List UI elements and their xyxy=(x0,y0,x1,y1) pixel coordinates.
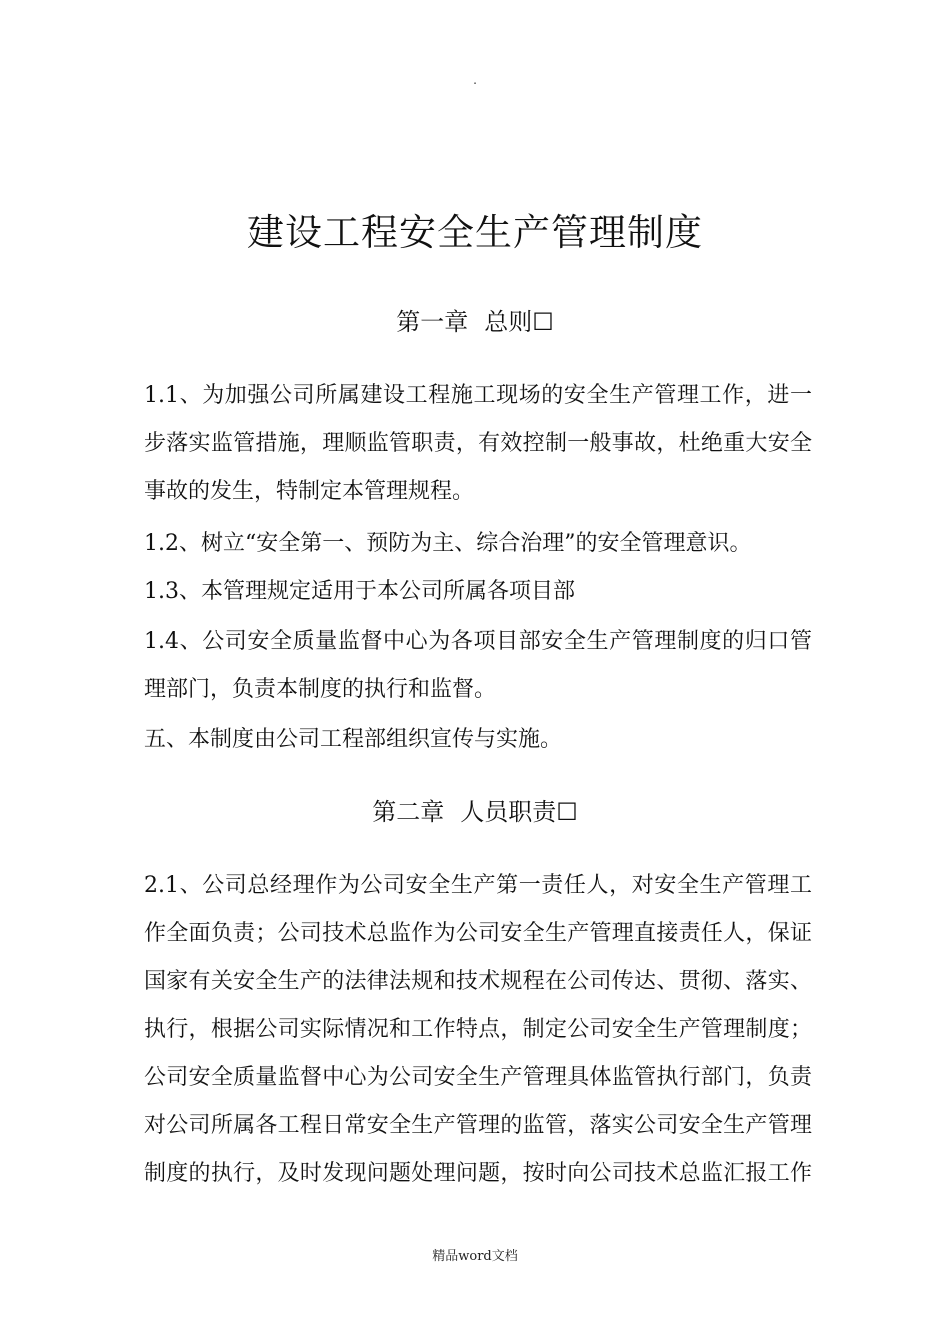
chapter-1-label: 第一章 xyxy=(396,308,469,336)
text-line: 1.4、公司安全质量监督中心为各项目部安全生产管理制度的归口管 xyxy=(144,629,812,654)
paragraph-1-3 xyxy=(144,568,812,616)
text-line: 制度的执行，及时发现问题处理问题，按时向公司技术总监汇报工作 xyxy=(144,1161,812,1186)
text-line: 作全面负责；公司技术总监作为公司安全生产管理直接责任人，保证 xyxy=(144,921,812,946)
paragraph-1-4 xyxy=(144,618,812,714)
chapter-1-heading xyxy=(0,302,950,342)
chapter-2-trail: ☐ xyxy=(556,798,578,826)
text-line: 理部门，负责本制度的执行和监督。 xyxy=(144,677,497,702)
text-line: 1.3、本管理规定适用于本公司所属各项目部 xyxy=(144,579,575,604)
chapter-1-trail: ☐ xyxy=(532,308,554,336)
chapter-2-label: 第二章 xyxy=(372,798,445,826)
text-line: 国家有关安全生产的法律法规和技术规程在公司传达、贯彻、落实、 xyxy=(144,969,812,994)
chapter-2-name: 人员职责 xyxy=(460,798,557,826)
chapter-2-heading xyxy=(0,792,950,832)
paragraph-2-1 xyxy=(144,862,812,1198)
text-line: 五、本制度由公司工程部组织宣传与实施。 xyxy=(144,727,563,752)
header-mark: . xyxy=(473,73,477,87)
text-line: 执行，根据公司实际情况和工作特点，制定公司安全生产管理制度； xyxy=(144,1017,812,1042)
text-line: 2.1、公司总经理作为公司安全生产第一责任人，对安全生产管理工 xyxy=(144,873,812,898)
text-line: 1.1、为加强公司所属建设工程施工现场的安全生产管理工作，进一 xyxy=(144,383,812,408)
text-line: 事故的发生，特制定本管理规程。 xyxy=(144,479,475,504)
document-title: 建设工程安全生产管理制度 xyxy=(247,211,703,254)
footer-label: 精品word文档 xyxy=(432,1249,518,1264)
paragraph-1-1 xyxy=(144,372,812,516)
text-line: 步落实监管措施，理顺监管职责，有效控制一般事故，杜绝重大安全 xyxy=(144,431,812,456)
paragraph-1-2 xyxy=(144,520,812,568)
chapter-1-name: 总则 xyxy=(484,308,533,336)
paragraph-1-5 xyxy=(144,716,812,764)
text-line: 对公司所属各工程日常安全生产管理的监管，落实公司安全生产管理 xyxy=(144,1113,812,1138)
text-line: 公司安全质量监督中心为公司安全生产管理具体监管执行部门，负责 xyxy=(144,1065,812,1090)
text-line: 1.2、树立“安全第一、预防为主、综合治理”的安全管理意识。 xyxy=(144,531,752,556)
